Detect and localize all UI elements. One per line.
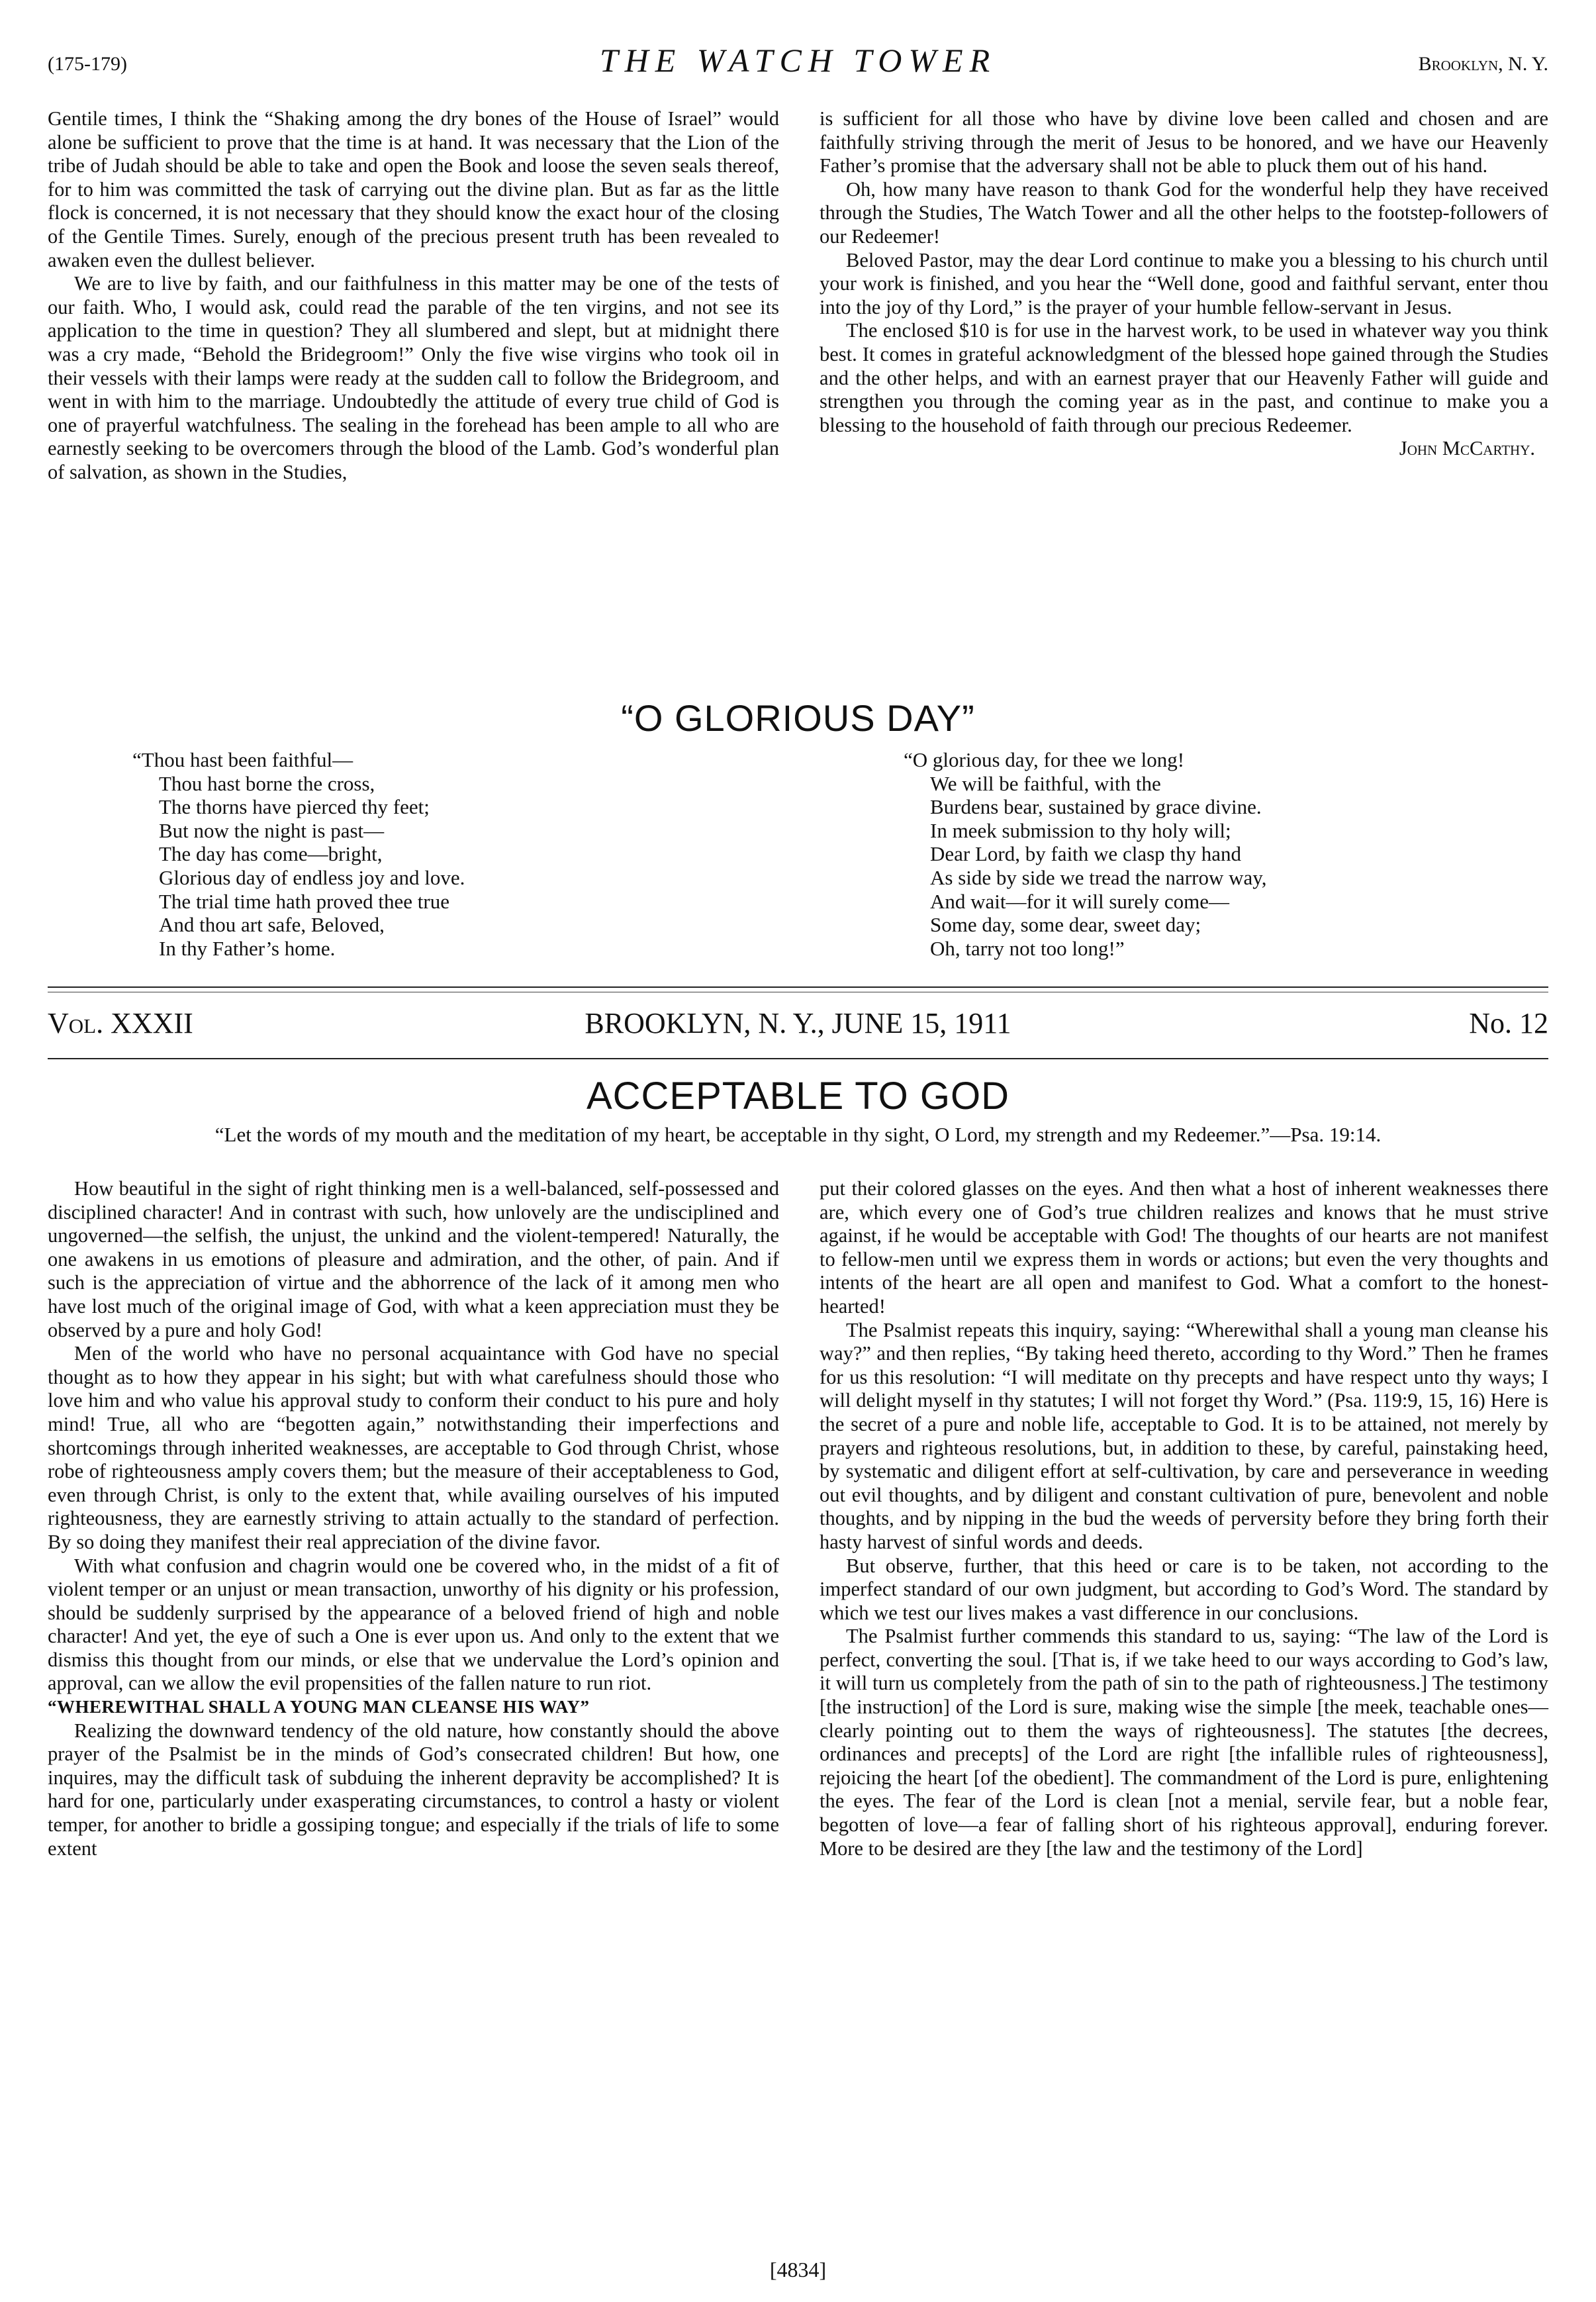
letter-paragraph: is sufficient for all those who have by divine love been called and chosen and are faithfully striving through the merit of Jesus to be honored, and we have our Heavenly Father’s promise that the adversary shall not be able to pluck them out of his hand. <box>820 107 1548 177</box>
article-paragraph: The Psalmist repeats this inquiry, saying: “Wherewithal shall a young man cleanse his way?” and then replies, “By taking heed thereto, according to thy Word.” Then he frames for us this resolution: “I will meditate on thy precepts and have respect unto thy ways; I will delight myself in thy statutes; I will not forget thy Word.” (Psa. 119:9, 15, 16) Here is the secret of a pure and noble life, acceptable to God. It is to be attained, not merely by prayers and righteous resolutions, but, in addition to these, by careful, painstaking heed, by systematic and diligent effort at self-cultivation, by care and perseverance in weeding out evil thoughts, and by diligent and constant cultivation of pure, benevolent and noble thoughts, and by nipping in the bud the weeds of perversity before they bring forth their hasty harvest of sinful words and deeds. <box>820 1318 1548 1553</box>
masthead-rule <box>48 1058 1548 1059</box>
article-paragraph: Men of the world who have no personal acquaintance with God have no special thought as to how they appear in his sight; but with what carefulness should those who love him and who value his approval study to conform their conduct to his pure and holy mind! True, all who are “begotten again,” notwithstanding their imperfections and shortcomings through inherited weaknesses, are acceptable to God through Christ, whose robe of righteousness amply covers them; but the measure of their acceptableness to God, even through Christ, is only to the extent that, while availing ourselves of his imputed righteousness, they are earnestly striving to attain actually to the standard of perfection. By so doing they manifest their real appreciation of the divine favor. <box>48 1342 779 1553</box>
poem-line: Burdens bear, sustained by grace divine. <box>930 795 1262 819</box>
page-range: (175-179) <box>48 53 127 75</box>
article-epigraph: “Let the words of my mouth and the meditation of my heart, be acceptable in thy sight, O Lord, my strength and my Redeemer.”—Psa. 19:14. <box>214 1123 1382 1146</box>
poem-line: Dear Lord, by faith we clasp thy hand <box>930 842 1242 866</box>
poem-line: As side by side we tread the narrow way, <box>930 865 1267 889</box>
article-right-column <box>820 1177 1548 1860</box>
letter-signature-line <box>820 437 1548 461</box>
publication-title: THE WATCH TOWER <box>599 42 997 79</box>
poem-line: The thorns have pierced thy feet; <box>159 795 430 819</box>
poem-line: The trial time hath proved thee true <box>159 889 449 913</box>
letter-signature: John McCarthy. <box>1399 437 1535 460</box>
letter-left-column <box>48 107 779 485</box>
poem-title: “O GLORIOUS DAY” <box>621 697 975 739</box>
letter-paragraph: Beloved Pastor, may the dear Lord continue to make you a blessing to his church until your work is finished, and you hear the “Well done, good and faithful servant, enter thou into the joy of thy Lord,” is the prayer of your humble fellow-servant in Jesus. <box>820 248 1548 318</box>
poem-line: Some day, some dear, sweet day; <box>930 913 1201 937</box>
article-paragraph: But observe, further, that this heed or care is to be taken, not according to the imperfect standard of our own judgment, but according to God’s Word. The standard by which we test our lives makes a vast difference in our conclusions. <box>820 1554 1548 1624</box>
poem-line: In meek submission to thy holy will; <box>930 818 1231 842</box>
article-paragraph: How beautiful in the sight of right thinking men is a well-balanced, self-possessed and disciplined character! And in contrast with such, how unlovely are the undisciplined and ungoverned—the selfish, the unjust, the unkind and the violent-tempered! Naturally, the one awakens in us emotions of pleasure and admiration, and the other, of pain. And if such is the appreciation of virtue and the abhorrence of the lack of it among men who have lost much of the original image of God, with what a keen appreciation must they be observed by a pure and holy God! <box>48 1177 779 1341</box>
article-left-column <box>48 1177 779 1860</box>
poem-left-stanza <box>132 748 465 960</box>
publication-location: Brooklyn, N. Y. <box>1418 53 1548 75</box>
poem-right-stanza <box>904 748 1266 960</box>
section-divider <box>48 986 1548 988</box>
poem-line: And thou art safe, Beloved, <box>159 913 385 937</box>
poem-line: Oh, tarry not too long!” <box>930 936 1125 960</box>
poem-line: Glorious day of endless joy and love. <box>159 865 465 889</box>
poem-line: “O glorious day, for thee we long! <box>904 748 1185 771</box>
letter-paragraph: Oh, how many have reason to thank God for the wonderful help they have received through the Studies, The Watch Tower and all the other helps to the footstep-followers of our Redeemer! <box>820 177 1548 248</box>
article-title: ACCEPTABLE TO GOD <box>586 1075 1010 1118</box>
letter-paragraph: The enclosed $10 is for use in the harvest work, to be used in whatever way you think best. It comes in grateful acknowledgment of the blessed hope gained through the Studies and the other helps, and with an earnest prayer that our Heavenly Father will guide and strengthen you through the coming year as in the past, and continue to make you a blessing to the household of faith through our precious Redeemer. <box>820 319 1548 436</box>
page-number: [4834] <box>769 2258 827 2281</box>
issue-number: No. 12 <box>1469 1007 1548 1039</box>
article-paragraph: Realizing the downward tendency of the old nature, how constantly should the above prayer of the Psalmist be in the minds of God’s consecrated children! But how, one inquires, may the difficult task of subduing the inherent depravity be accomplished? It is hard for one, particularly under exasperating circumstances, to control a hasty or violent temper, for another to bridle a gossiping tongue; and especially if the trials of life to some extent <box>48 1719 779 1860</box>
article-paragraph: The Psalmist further commends this standard to us, saying: “The law of the Lord is perfect, converting the soul. [That is, if we take heed to our ways according to God’s law, it will turn us completely from the path of sin to the path of righteousness.] The testimony [the instruction] of the Lord is sure, making wise the simple [the meek, teachable ones—clearly pointing out to them the ways of righteousness]. The statutes [the decrees, ordinances and precepts] of the Lord are right [the infallible rules of righteousness], rejoicing the heart [of the obedient]. The commandment of the Lord is pure, enlightening the eyes. The fear of the Lord is clean [not a menial, servile fear, but a noble fear, begotten of love—a fear of falling short of his righteous approval], enduring forever. More to be desired are they [the law and the testimony of the Lord] <box>820 1625 1548 1860</box>
issue-masthead <box>48 1006 1548 1046</box>
letter-paragraph: Gentile times, I think the “Shaking among the dry bones of the House of Israel” would alone be sufficient to prove that the time is at hand. It was necessary that the Lion of the tribe of Judah should be able to take and open the Book and loose the seven seals thereof, for to him was committed the task of carrying out the divine plan. But as far as the little flock is concerned, it is not necessary that they should know the exact hour of the closing of the Gentile Times. Surely, enough of the precious present truth has been revealed to awaken even the dullest believer. <box>48 107 779 271</box>
poem-line: In thy Father’s home. <box>159 936 336 960</box>
poem-line: But now the night is past— <box>159 818 385 842</box>
poem-line: Thou hast borne the cross, <box>159 771 375 795</box>
volume-number: Vol. XXXII <box>48 1007 193 1039</box>
letter-paragraph: We are to live by faith, and our faithfulness in this matter may be one of the tests of our faith. Who, I would ask, could read the parable of the ten virgins, and not see its application to the time in question? They all slumbered and slept, but at midnight there was a cry made, “Behold the Bridegroom!” Only the five wise virgins who took oil in their vessels with their lamps were ready at the sudden call to follow the Bridegroom, and went in with him to the marriage. Undoubtedly the attitude of every true child of God is one of prayerful watchfulness. The sealing in the forehead has been ample to all who are earnestly seeking to be overcomers through the blood of the Lamb. God’s wonderful plan of salvation, as shown in the Studies, <box>48 272 779 483</box>
poem-line: And wait—for it will surely come— <box>930 889 1229 913</box>
poem-line: We will be faithful, with the <box>930 771 1161 795</box>
article-paragraph: With what confusion and chagrin would one be covered who, in the midst of a fit of violent temper or an unjust or mean transaction, unworthy of his dignity or his profession, should be suddenly surprised by the appearance of a beloved friend of high and noble character! And yet, the eye of such a One is ever upon us. And only to the extent that we dismiss this thought from our minds, or else that we undervalue the Lord’s opinion and approval, can we allow the evil propensities of the fallen nature to run riot. <box>48 1554 779 1695</box>
letter-right-column <box>820 107 1548 461</box>
issue-dateline: BROOKLYN, N. Y., JUNE 15, 1911 <box>585 1007 1011 1039</box>
page-header <box>48 41 1548 87</box>
poem-line: “Thou hast been faithful— <box>132 748 353 771</box>
section-subheading: “WHEREWITHAL SHALL A YOUNG MAN CLEANSE HIS WAY” <box>48 1697 590 1717</box>
poem-line: The day has come—bright, <box>159 842 383 866</box>
article-paragraph: put their colored glasses on the eyes. And then what a host of inherent weaknesses there are, which every one of God’s true children realizes and knows that he must strive against, if he would be acceptable with God! The thoughts of our hearts are not manifest to fellow-men until we express them in words or actions; but even the very thoughts and intents of the heart are all open and manifest to God. What a comfort to the honest-hearted! <box>820 1177 1548 1318</box>
